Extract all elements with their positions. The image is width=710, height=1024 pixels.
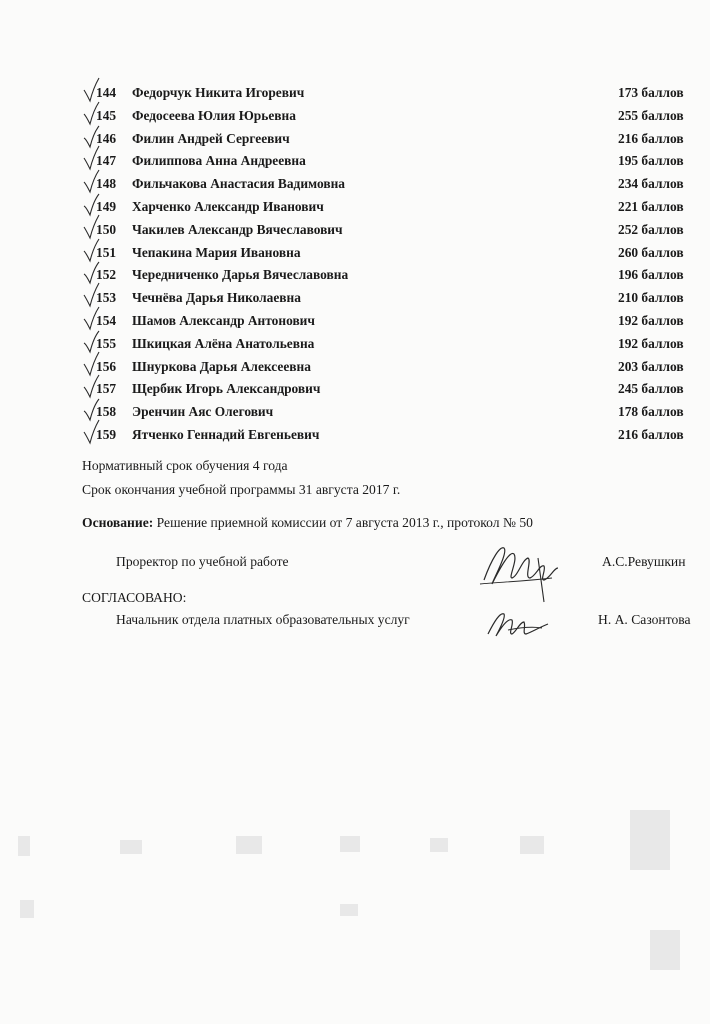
scan-artifact [650,930,680,970]
student-row [82,150,710,173]
student-number: 146 [96,130,117,146]
student-row [82,310,710,333]
student-score: 221 баллов [618,198,684,214]
student-score: 195 баллов [618,153,684,169]
student-number: 145 [96,107,117,123]
student-row [82,242,710,265]
student-number: 154 [96,312,117,328]
student-number: 152 [96,267,117,283]
basis-line [82,515,533,531]
scan-artifact [120,840,142,854]
student-row [82,173,710,196]
approver-row [116,612,710,628]
student-name: Чередниченко Дарья Вячеславовна [132,267,349,283]
student-score: 216 баллов [618,130,684,146]
student-number: 147 [96,153,117,169]
student-name: Шнуркова Дарья Алексеевна [132,358,311,374]
student-name: Чечнёва Дарья Николаевна [132,290,301,306]
student-score: 192 баллов [618,312,684,328]
student-row [82,264,710,287]
program-end-date: Срок окончания учебной программы 31 августа 2017 г. [82,482,401,497]
student-row [82,424,710,447]
student-score: 210 баллов [618,290,684,306]
student-row [82,333,710,356]
student-number: 156 [96,358,117,374]
scan-artifact [340,836,360,852]
student-name: Фильчакова Анастасия Вадимовна [132,176,345,192]
student-row [82,356,710,379]
student-score: 203 баллов [618,358,684,374]
student-name: Чепакина Мария Ивановна [132,244,301,260]
scan-artifact [520,836,544,854]
scan-artifact [430,838,448,852]
student-score: 216 баллов [618,426,684,442]
student-score: 252 баллов [618,221,684,237]
student-number: 149 [96,198,117,214]
student-name: Щербик Игорь Александрович [132,381,321,397]
student-row [82,196,710,219]
student-name: Шкицкая Алёна Анатольевна [132,335,315,351]
signatory-row [116,554,710,570]
student-row [82,287,710,310]
student-name: Филиппова Анна Андреевна [132,153,306,169]
student-number: 151 [96,244,117,260]
student-score: 245 баллов [618,381,684,397]
approver-title: Начальник отдела платных образовательных услуг [116,612,410,627]
student-number: 155 [96,335,117,351]
study-term: Нормативный срок обучения 4 года [82,458,288,473]
student-number: 153 [96,290,117,306]
student-number: 150 [96,221,117,237]
student-score: 192 баллов [618,335,684,351]
student-name: Федорчук Никита Игоревич [132,85,305,100]
student-number: 159 [96,426,117,442]
student-number: 157 [96,381,117,397]
approved-label: СОГЛАСОВАНО: [82,590,187,605]
student-score: 255 баллов [618,107,684,123]
approver-signature [484,604,554,644]
student-row [82,219,710,242]
scan-artifact [18,836,30,856]
student-row [82,378,710,401]
basis-label: Основание: [82,515,154,530]
student-score: 178 баллов [618,404,684,420]
rector-signature [478,538,570,604]
scan-artifact [630,810,670,870]
student-score: 196 баллов [618,267,684,283]
signatory-name: А.С.Ревушкин [602,554,686,569]
student-name: Харченко Александр Иванович [132,198,324,214]
student-score: 234 баллов [618,176,684,192]
scan-artifact [236,836,262,854]
student-name: Эренчин Аяс Олегович [132,404,274,420]
student-row [82,401,710,424]
student-row [82,82,710,105]
student-number: 148 [96,176,117,192]
student-score: 173 баллов [618,85,684,100]
student-name: Федосеева Юлия Юрьевна [132,107,296,123]
signatory-title: Проректор по учебной работе [116,554,289,569]
student-row [82,128,710,151]
student-name: Чакилев Александр Вячеславович [132,221,343,237]
student-score: 260 баллов [618,244,684,260]
student-number: 144 [96,85,117,100]
student-row [82,105,710,128]
approver-name: Н. А. Сазонтова [598,612,691,627]
student-name: Ятченко Геннадий Евгеньевич [132,426,320,442]
basis-text: Решение приемной комиссии от 7 августа 2013 г., протокол № 50 [153,515,533,530]
scan-artifact [340,904,358,916]
student-name: Филин Андрей Сергеевич [132,130,290,146]
student-list [82,82,710,447]
scan-artifact [20,900,34,918]
student-number: 158 [96,404,117,420]
student-name: Шамов Александр Антонович [132,312,315,328]
